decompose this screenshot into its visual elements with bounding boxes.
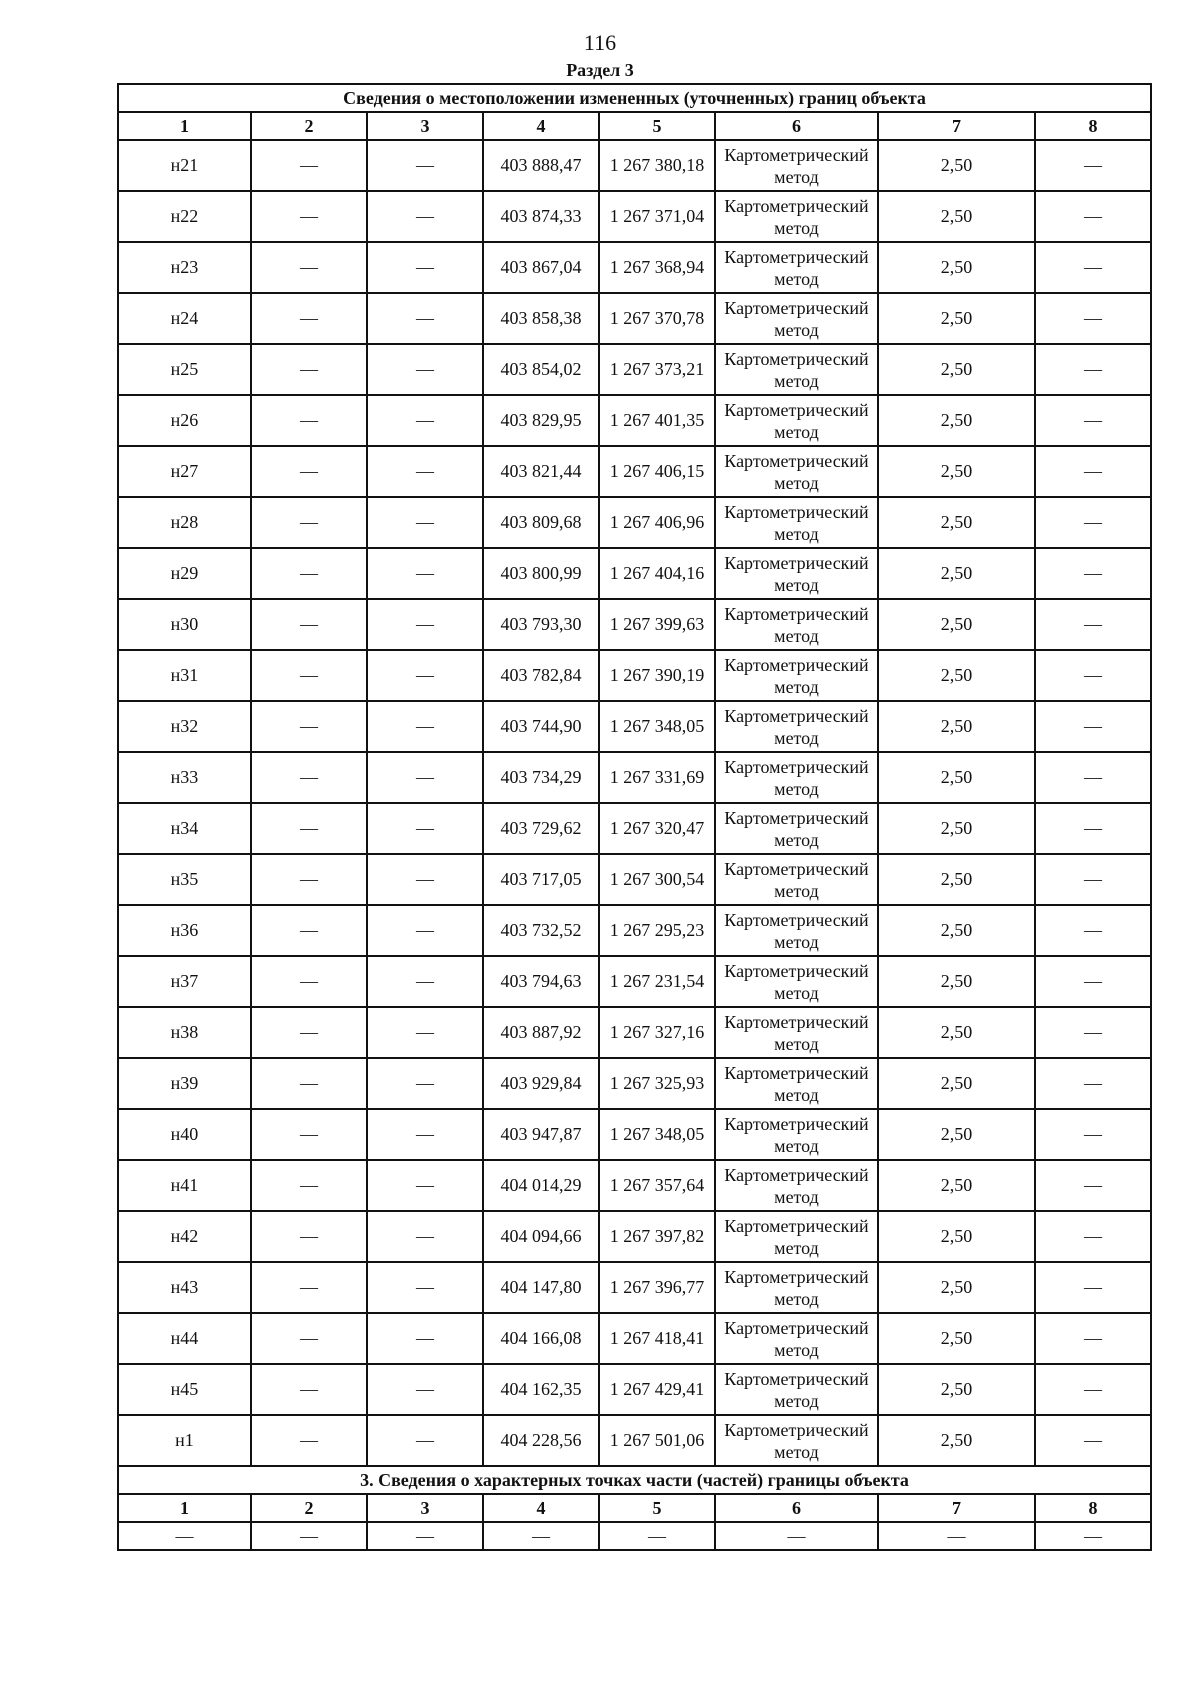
table-cell: 1 267 295,23 [599, 905, 715, 956]
method-cell: Картометрический метод [715, 752, 878, 803]
table-row [118, 956, 1151, 1007]
table-cell: — [251, 1262, 367, 1313]
table-cell: 2,50 [878, 242, 1035, 293]
table-cell: 2,50 [878, 191, 1035, 242]
point-name-cell: н31 [118, 650, 251, 701]
table-cell: — [251, 293, 367, 344]
method-cell: Картометрический метод [715, 1058, 878, 1109]
table-row [118, 1109, 1151, 1160]
table-cell: 1 267 348,05 [599, 701, 715, 752]
table-cell: 403 744,90 [483, 701, 599, 752]
table-cell: 1 267 396,77 [599, 1262, 715, 1313]
table-cell: — [1035, 1211, 1151, 1262]
table-row [118, 140, 1151, 191]
table-caption: 3. Сведения о характерных точках части (частей) границы объекта [118, 1466, 1151, 1494]
table-row [118, 191, 1151, 242]
table-cell: — [1035, 1058, 1151, 1109]
method-cell: Картометрический метод [715, 599, 878, 650]
table-cell: 1 267 404,16 [599, 548, 715, 599]
method-cell: Картометрический метод [715, 548, 878, 599]
method-cell: Картометрический метод [715, 191, 878, 242]
point-name-cell: н26 [118, 395, 251, 446]
table-cell: 2,50 [878, 1313, 1035, 1364]
column-number-cell: 7 [878, 112, 1035, 140]
table-cell: — [251, 140, 367, 191]
table-cell: — [367, 1058, 483, 1109]
column-number-row [118, 112, 1151, 140]
table-caption: Сведения о местоположении измененных (уточненных) границ объекта [118, 84, 1151, 112]
column-number-cell: 3 [367, 1494, 483, 1522]
table-cell: — [367, 293, 483, 344]
method-cell: Картометрический метод [715, 1211, 878, 1262]
table-cell: — [367, 446, 483, 497]
method-cell: Картометрический метод [715, 140, 878, 191]
point-name-cell: н1 [118, 1415, 251, 1466]
table-cell: — [1035, 497, 1151, 548]
table-cell: 404 166,08 [483, 1313, 599, 1364]
column-number-cell: 5 [599, 112, 715, 140]
column-number-cell: 1 [118, 1494, 251, 1522]
table-row [118, 701, 1151, 752]
table-cell: 1 267 501,06 [599, 1415, 715, 1466]
table-cell: — [367, 1007, 483, 1058]
table-cell: 403 821,44 [483, 446, 599, 497]
point-name-cell: н28 [118, 497, 251, 548]
table-cell: 1 267 327,16 [599, 1007, 715, 1058]
method-cell: Картометрический метод [715, 650, 878, 701]
table-cell: — [1035, 293, 1151, 344]
table-cell: 403 793,30 [483, 599, 599, 650]
point-name-cell: н43 [118, 1262, 251, 1313]
table-cell: — [251, 1211, 367, 1262]
table-row [118, 1415, 1151, 1466]
table-cell: 403 947,87 [483, 1109, 599, 1160]
table-cell: 1 267 357,64 [599, 1160, 715, 1211]
table-cell: 2,50 [878, 956, 1035, 1007]
method-cell: Картометрический метод [715, 344, 878, 395]
table-cell: 1 267 320,47 [599, 803, 715, 854]
section-title: Раздел 3 [566, 60, 634, 80]
table-cell: — [367, 599, 483, 650]
table-cell: — [251, 1522, 367, 1550]
table-row [118, 1211, 1151, 1262]
table-cell: — [367, 344, 483, 395]
table-cell: — [1035, 548, 1151, 599]
table-cell: 1 267 401,35 [599, 395, 715, 446]
point-name-cell: н23 [118, 242, 251, 293]
point-name-cell: н21 [118, 140, 251, 191]
table-cell: 2,50 [878, 344, 1035, 395]
table-cell: 2,50 [878, 395, 1035, 446]
table-cell: — [1035, 242, 1151, 293]
table-cell: — [599, 1522, 715, 1550]
table-cell: — [367, 803, 483, 854]
table-cell: 404 014,29 [483, 1160, 599, 1211]
point-name-cell: н42 [118, 1211, 251, 1262]
method-cell: — [715, 1522, 878, 1550]
table-cell: 403 717,05 [483, 854, 599, 905]
table-cell: — [367, 140, 483, 191]
table-cell: 2,50 [878, 1262, 1035, 1313]
point-name-cell: н25 [118, 344, 251, 395]
column-number-cell: 6 [715, 1494, 878, 1522]
table-cell: — [251, 599, 367, 650]
method-cell: Картометрический метод [715, 854, 878, 905]
table-cell: — [251, 803, 367, 854]
table-row [118, 548, 1151, 599]
table-cell: 2,50 [878, 446, 1035, 497]
table-cell: 2,50 [878, 1364, 1035, 1415]
table-cell: 2,50 [878, 140, 1035, 191]
point-name-cell: н37 [118, 956, 251, 1007]
table-cell: 1 267 300,54 [599, 854, 715, 905]
column-number-cell: 6 [715, 112, 878, 140]
point-name-cell: н33 [118, 752, 251, 803]
table-cell: — [1035, 446, 1151, 497]
method-cell: Картометрический метод [715, 956, 878, 1007]
table-cell: 403 794,63 [483, 956, 599, 1007]
method-cell: Картометрический метод [715, 497, 878, 548]
table-cell: 2,50 [878, 1415, 1035, 1466]
table-row [118, 293, 1151, 344]
table-cell: 403 800,99 [483, 548, 599, 599]
method-cell: Картометрический метод [715, 1007, 878, 1058]
table-row [118, 854, 1151, 905]
table-cell: 1 267 371,04 [599, 191, 715, 242]
table-row [118, 1007, 1151, 1058]
table-cell: — [1035, 1522, 1151, 1550]
table-cell: — [251, 446, 367, 497]
table-cell: — [483, 1522, 599, 1550]
table-cell: 403 734,29 [483, 752, 599, 803]
table-cell: — [251, 701, 367, 752]
table-cell: — [1035, 701, 1151, 752]
table-cell: — [251, 1160, 367, 1211]
point-name-cell: н38 [118, 1007, 251, 1058]
table-cell: 403 732,52 [483, 905, 599, 956]
table-cell: 404 228,56 [483, 1415, 599, 1466]
page-number: 116 [583, 30, 617, 55]
table-cell: — [251, 854, 367, 905]
table-cell: — [367, 191, 483, 242]
table-cell: — [1035, 956, 1151, 1007]
table-row [118, 752, 1151, 803]
table-cell: 403 809,68 [483, 497, 599, 548]
table-cell: — [1035, 140, 1151, 191]
table-cell: — [251, 497, 367, 548]
table-cell: — [251, 191, 367, 242]
table-cell: — [367, 548, 483, 599]
table-cell: 403 888,47 [483, 140, 599, 191]
column-number-cell: 8 [1035, 1494, 1151, 1522]
table-cell: 2,50 [878, 497, 1035, 548]
column-number-cell: 2 [251, 1494, 367, 1522]
table-cell: 1 267 418,41 [599, 1313, 715, 1364]
table-cell: — [367, 497, 483, 548]
table-cell: 403 867,04 [483, 242, 599, 293]
table-cell: 404 147,80 [483, 1262, 599, 1313]
point-name-cell: н22 [118, 191, 251, 242]
boundary-points-table [117, 83, 1152, 1551]
table-cell: — [1035, 650, 1151, 701]
table-cell: 1 267 429,41 [599, 1364, 715, 1415]
table-cell: — [367, 956, 483, 1007]
point-name-cell: н32 [118, 701, 251, 752]
table-row [118, 242, 1151, 293]
point-name-cell: н27 [118, 446, 251, 497]
table-row [118, 446, 1151, 497]
table-cell: — [251, 1109, 367, 1160]
method-cell: Картометрический метод [715, 803, 878, 854]
table-cell: 404 094,66 [483, 1211, 599, 1262]
table-cell: — [251, 395, 367, 446]
table-cell: 2,50 [878, 1109, 1035, 1160]
table-cell: — [251, 242, 367, 293]
table-cell: — [251, 1415, 367, 1466]
table-cell: 1 267 380,18 [599, 140, 715, 191]
table-cell: 2,50 [878, 1058, 1035, 1109]
table-cell: 2,50 [878, 1211, 1035, 1262]
table-cell: — [367, 395, 483, 446]
point-name-cell: н40 [118, 1109, 251, 1160]
table-cell: 1 267 370,78 [599, 293, 715, 344]
table-cell: 2,50 [878, 905, 1035, 956]
table-cell: — [367, 1364, 483, 1415]
table-cell: — [367, 1160, 483, 1211]
method-cell: Картометрический метод [715, 1364, 878, 1415]
column-number-cell: 4 [483, 1494, 599, 1522]
table-cell: — [367, 752, 483, 803]
method-cell: Картометрический метод [715, 905, 878, 956]
method-cell: Картометрический метод [715, 1415, 878, 1466]
table-cell: — [1035, 1007, 1151, 1058]
column-number-cell: 7 [878, 1494, 1035, 1522]
point-name-cell: — [118, 1522, 251, 1550]
column-number-row [118, 1494, 1151, 1522]
table-cell: 403 729,62 [483, 803, 599, 854]
table-cell: — [1035, 191, 1151, 242]
table-row [118, 803, 1151, 854]
table-cell: — [367, 905, 483, 956]
table-cell: 403 929,84 [483, 1058, 599, 1109]
method-cell: Картометрический метод [715, 293, 878, 344]
column-number-cell: 4 [483, 112, 599, 140]
method-cell: Картометрический метод [715, 242, 878, 293]
point-name-cell: н41 [118, 1160, 251, 1211]
table-cell: — [367, 854, 483, 905]
table-cell: 403 829,95 [483, 395, 599, 446]
table-cell: — [1035, 599, 1151, 650]
table-cell: — [1035, 1415, 1151, 1466]
table-row [118, 1160, 1151, 1211]
table-cell: — [367, 701, 483, 752]
column-number-cell: 2 [251, 112, 367, 140]
method-cell: Картометрический метод [715, 1109, 878, 1160]
table-cell: — [251, 1058, 367, 1109]
table-cell: — [1035, 1364, 1151, 1415]
method-cell: Картометрический метод [715, 446, 878, 497]
table-row [118, 1058, 1151, 1109]
table-row [118, 650, 1151, 701]
table-cell: — [367, 1262, 483, 1313]
point-name-cell: н39 [118, 1058, 251, 1109]
table-cell: 1 267 368,94 [599, 242, 715, 293]
table-cell: 403 782,84 [483, 650, 599, 701]
table-cell: 1 267 406,96 [599, 497, 715, 548]
table-cell: — [251, 548, 367, 599]
table-cell: 2,50 [878, 293, 1035, 344]
table-cell: 2,50 [878, 854, 1035, 905]
method-cell: Картометрический метод [715, 1313, 878, 1364]
table-cell: — [1035, 905, 1151, 956]
table-cell: — [367, 1211, 483, 1262]
point-name-cell: н34 [118, 803, 251, 854]
table-row [118, 599, 1151, 650]
table-cell: 403 887,92 [483, 1007, 599, 1058]
table-cell: — [1035, 1160, 1151, 1211]
table-cell: 403 874,33 [483, 191, 599, 242]
table-cell: 2,50 [878, 803, 1035, 854]
point-name-cell: н29 [118, 548, 251, 599]
column-number-cell: 5 [599, 1494, 715, 1522]
table-cell: 1 267 325,93 [599, 1058, 715, 1109]
point-name-cell: н35 [118, 854, 251, 905]
table-cell: 403 854,02 [483, 344, 599, 395]
method-cell: Картометрический метод [715, 701, 878, 752]
table-cell: 1 267 399,63 [599, 599, 715, 650]
table-row [118, 395, 1151, 446]
table-cell: — [1035, 1313, 1151, 1364]
table-cell: — [367, 1313, 483, 1364]
table-cell: — [367, 1522, 483, 1550]
table-cell: — [367, 1109, 483, 1160]
table-cell: — [251, 905, 367, 956]
table-cell: 2,50 [878, 1007, 1035, 1058]
table-cell: — [367, 1415, 483, 1466]
table-cell: 1 267 406,15 [599, 446, 715, 497]
table-cell: — [251, 752, 367, 803]
point-name-cell: н45 [118, 1364, 251, 1415]
table-body [118, 84, 1151, 1550]
table-cell: — [1035, 1262, 1151, 1313]
column-number-cell: 1 [118, 112, 251, 140]
table-row [118, 497, 1151, 548]
table-cell: 2,50 [878, 599, 1035, 650]
table-cell: 1 267 231,54 [599, 956, 715, 1007]
point-name-cell: н30 [118, 599, 251, 650]
table-cell: — [251, 956, 367, 1007]
point-name-cell: н44 [118, 1313, 251, 1364]
table-cell: — [367, 650, 483, 701]
table-cell: — [251, 650, 367, 701]
table-caption-row [118, 1466, 1151, 1494]
table-cell: — [878, 1522, 1035, 1550]
table-cell: 2,50 [878, 752, 1035, 803]
table-cell: — [1035, 344, 1151, 395]
table-cell: — [251, 1364, 367, 1415]
table-cell: 2,50 [878, 650, 1035, 701]
point-name-cell: н24 [118, 293, 251, 344]
point-name-cell: н36 [118, 905, 251, 956]
table-row [118, 1262, 1151, 1313]
table-row [118, 344, 1151, 395]
table-cell: — [1035, 752, 1151, 803]
table-row [118, 905, 1151, 956]
table-cell: 403 858,38 [483, 293, 599, 344]
table-cell: — [251, 344, 367, 395]
table-cell: 2,50 [878, 1160, 1035, 1211]
method-cell: Картометрический метод [715, 1160, 878, 1211]
table-cell: 2,50 [878, 701, 1035, 752]
table-cell: 1 267 373,21 [599, 344, 715, 395]
table-cell: 404 162,35 [483, 1364, 599, 1415]
table-cell: — [251, 1007, 367, 1058]
table-cell: 2,50 [878, 548, 1035, 599]
table-row [118, 1364, 1151, 1415]
table-cell: — [1035, 803, 1151, 854]
table-row [118, 1313, 1151, 1364]
table-cell: 1 267 331,69 [599, 752, 715, 803]
table-cell: 1 267 348,05 [599, 1109, 715, 1160]
table-cell: 1 267 390,19 [599, 650, 715, 701]
method-cell: Картометрический метод [715, 395, 878, 446]
table-caption-row [118, 84, 1151, 112]
method-cell: Картометрический метод [715, 1262, 878, 1313]
table-cell: — [251, 1313, 367, 1364]
table-cell: — [367, 242, 483, 293]
table-row [118, 1522, 1151, 1550]
table-cell: — [1035, 395, 1151, 446]
table-cell: — [1035, 1109, 1151, 1160]
table-cell: — [1035, 854, 1151, 905]
table-cell: 1 267 397,82 [599, 1211, 715, 1262]
column-number-cell: 3 [367, 112, 483, 140]
column-number-cell: 8 [1035, 112, 1151, 140]
